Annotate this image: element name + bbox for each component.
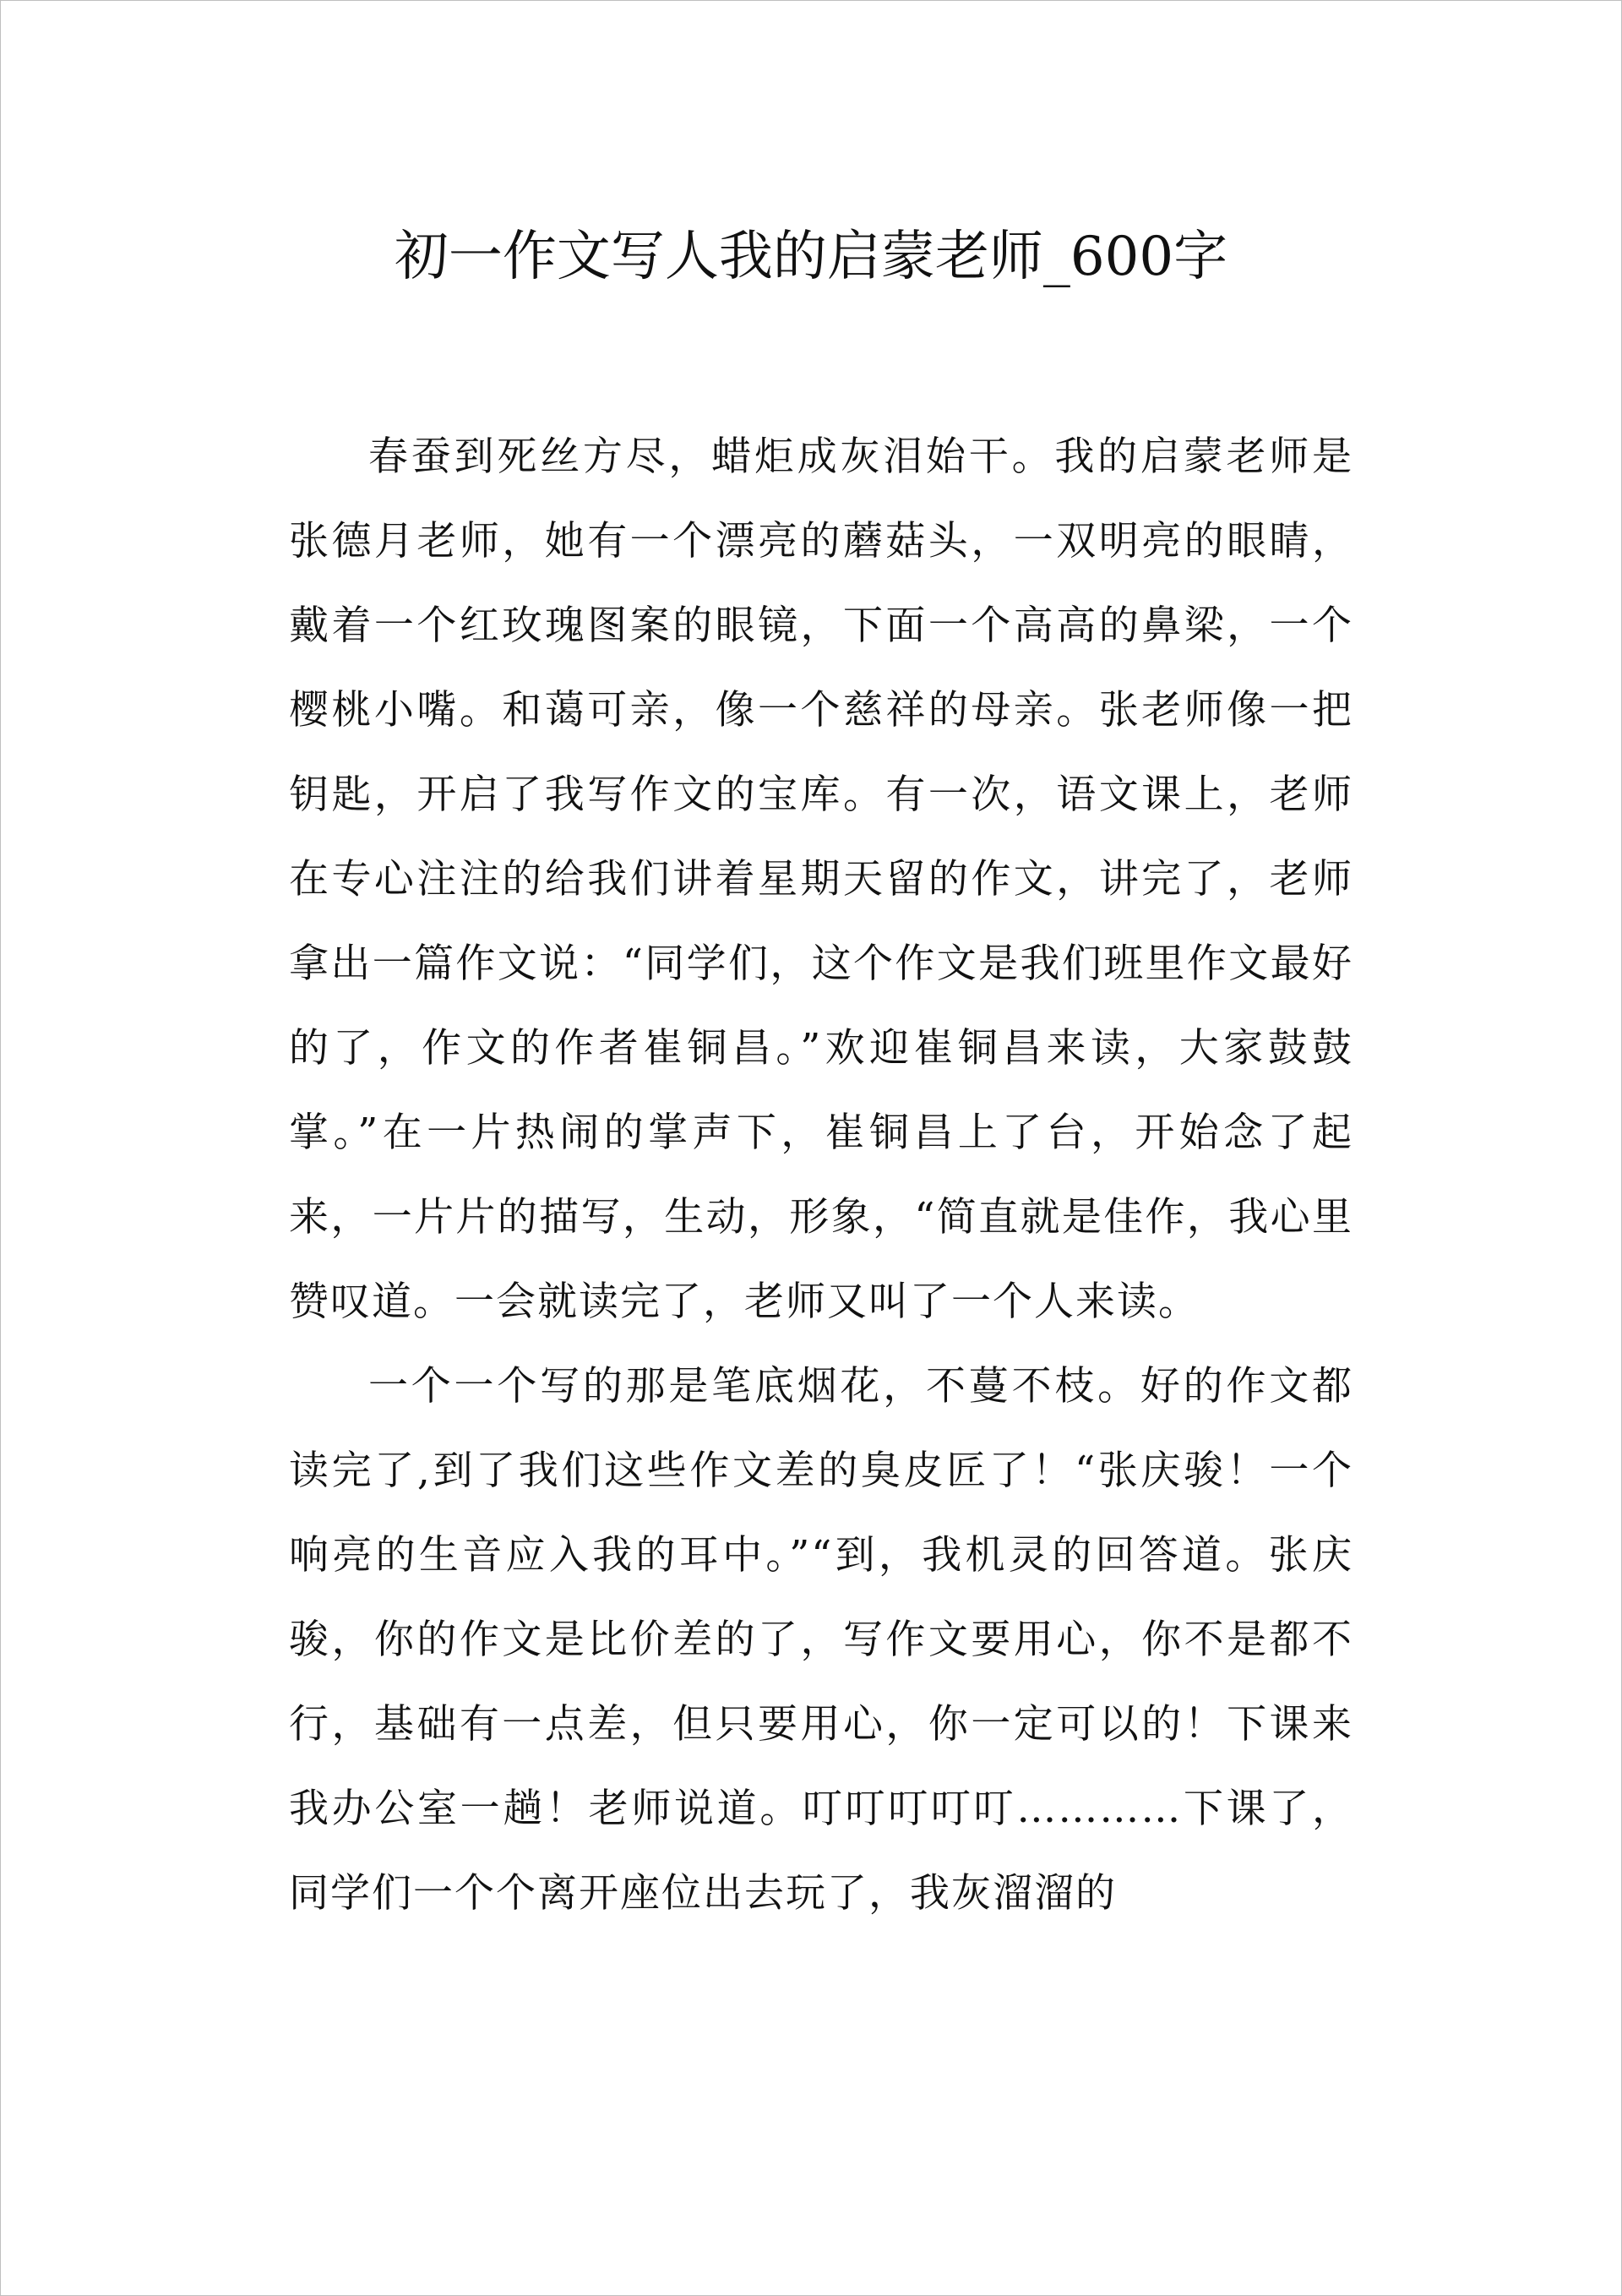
paragraph-2: 一个一个写的那是笔底烟花，不蔓不枝。好的作文都读完了,到了我们这些作文差的臭皮匠了！“张庆骏！一个响亮的生音应入我的耳中。”“到，我机灵的回答道。张庆骏，你的作文是比价差的了，写作文要用心，你不是都不行，基础有一点差，但只要用心，你一定可以的！下课来我办公室一趟！老师说道。叮叮叮叮叮…………下课了，同学们一个个离开座位出去玩了，我灰溜溜的 — [289, 1363, 1353, 1917]
paragraph-1: 春蚕到死丝方尽，蜡炬成灰泪始干。我的启蒙老师是张德月老师，她有一个漂亮的蘑菇头，一双明亮的眼睛，戴着一个红玫瑰图案的眼镜，下面一个高高的鼻梁，一个樱桃小嘴。和蔼可亲，像一个慈祥的母亲。张老师像一把钥匙，开启了我写作文的宝库。有一次，语文课上，老师在专心注注的给我们讲着星期天留的作文，讲完了，老师拿出一篇作文说：“同学们，这个作文是我们班里作文最好的了，作文的作者崔铜昌。”欢迎崔铜昌来读，大家鼓鼓掌。”在一片热闹的掌声下，崔铜昌上了台，开始念了起来，一片片的描写，生动，形象，“简直就是佳作，我心里赞叹道。一会就读完了，老师又叫了一个人来读。 — [289, 434, 1353, 1325]
document-body — [289, 415, 1353, 1936]
document-title: 初一作文写人我的启蒙老师_600字 — [394, 226, 1228, 288]
